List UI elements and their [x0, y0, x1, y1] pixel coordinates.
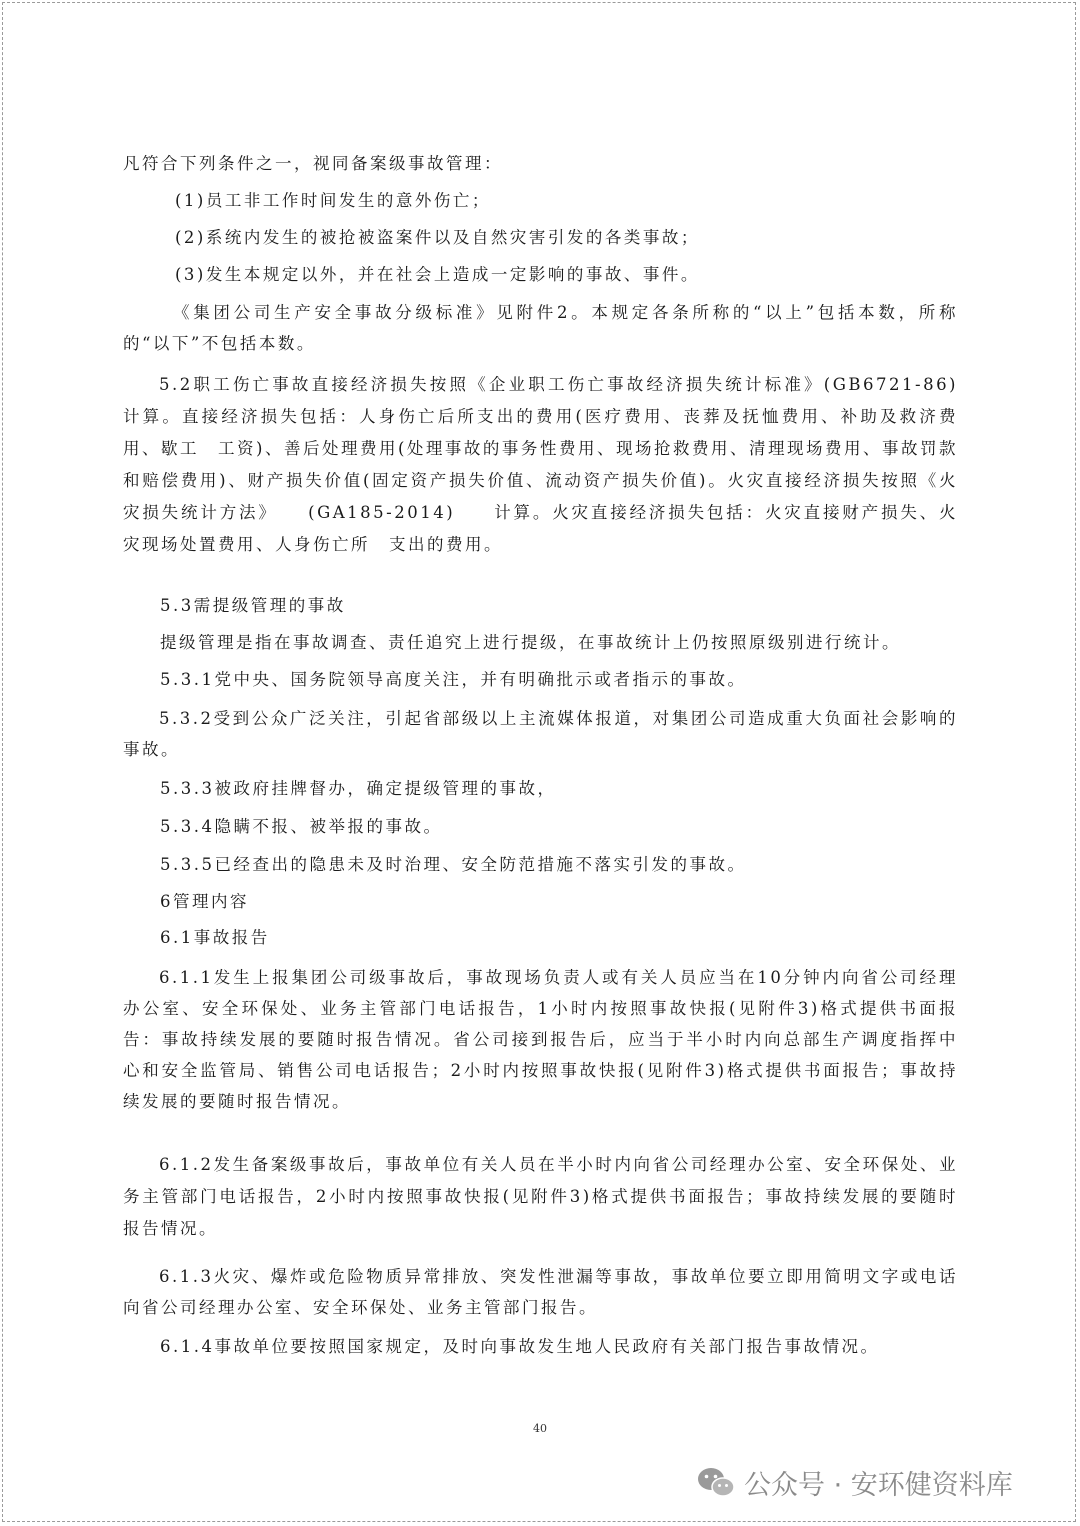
paragraph-5-3-5: 5.3.5已经查出的隐患未及时治理、安全防范措施不落实引发的事故。 [160, 855, 747, 874]
paragraph-5-2: 5.2职工伤亡事故直接经济损失按照《企业职工伤亡事故经济损失统计标准》(GB6721-86) 计算。直接经济损失包括：人身伤亡后所支出的费用(医疗费用、丧葬及抚恤费用、补助及救济费用、歇工 工资)、善后处理费用(处理事故的事务性费用、现场抢救费用、清理现场费用、事故罚款和赔偿费用)、财产损失价值(固定资产损失价值、流动资产损失价值)。火灾直接经济损失按照《火灾损失统计方法》 (GA185-2014) 计算。火灾直接经济损失包括：火灾直接财产损失、火灾现场处置费用、人身伤亡所 支出的费用。 [123, 375, 996, 554]
section-heading-6: 6管理内容 [160, 892, 249, 911]
paragraph-5-3-3: 5.3.3被政府挂牌督办，确定提级管理的事故， [160, 779, 557, 798]
paragraph-5-3-desc: 提级管理是指在事故调查、责任追究上进行提级，在事故统计上仍按照原级别进行统计。 [160, 633, 901, 652]
wechat-icon [696, 1465, 736, 1499]
paragraph-condition-intro: 凡符合下列条件之一，视同备案级事故管理： [123, 154, 503, 173]
list-item: (3)发生本规定以外，并在社会上造成一定影响的事故、事件。 [175, 265, 700, 284]
watermark [696, 1462, 1013, 1502]
section-heading-5-3: 5.3需提级管理的事故 [160, 596, 346, 615]
paragraph-5-3-4: 5.3.4隐瞒不报、被举报的事故。 [160, 817, 443, 836]
paragraph-6-1-3: 6.1.3火灾、爆炸或危险物质异常排放、突发性泄漏等事故，事故单位要立即用简明文字或电话向省公司经理办公室、安全环保处、业务主管部门报告。 [123, 1267, 958, 1317]
paragraph-grading-standard: 《集团公司生产安全事故分级标准》见附件2。本规定各条所称的“以上”包括本数，所称的“以下”不包括本数。 [123, 303, 958, 353]
page-number: 40 [533, 1422, 547, 1435]
list-item: (2)系统内发生的被抢被盗案件以及自然灾害引发的各类事故； [175, 228, 700, 247]
paragraph-5-3-1: 5.3.1党中央、国务院领导高度关注，并有明确批示或者指示的事故。 [160, 670, 747, 689]
section-heading-6-1: 6.1事故报告 [160, 928, 270, 947]
list-item: (1)员工非工作时间发生的意外伤亡； [175, 191, 491, 210]
paragraph-5-3-2: 5.3.2受到公众广泛关注，引起省部级以上主流媒体报道，对集团公司造成重大负面社会影响的事故。 [123, 709, 958, 759]
paragraph-6-1-4: 6.1.4事故单位要按照国家规定，及时向事故发生地人民政府有关部门报告事故情况。 [160, 1337, 880, 1356]
paragraph-6-1-2: 6.1.2发生备案级事故后，事故单位有关人员在半小时内向省公司经理办公室、安全环保处、业务主管部门电话报告，2小时内按照事故快报(见附件3)格式提供书面报告；事故持续发展的要随时报告情况。 [123, 1155, 958, 1238]
paragraph-6-1-1: 6.1.1发生上报集团公司级事故后，事故现场负责人或有关人员应当在10分钟内向省公司经理办公室、安全环保处、业务主管部门电话报告，1小时内按照事故快报(见附件3)格式提供书面报告：事故持续发展的要随时报告情况。省公司接到报告后，应当于半小时内向总部生产调度指挥中心和安全监管局、销售公司电话报告；2小时内按照事故快报(见附件3)格式提供书面报告；事故持续发展的要随时报告情况。 [123, 968, 958, 1111]
watermark-text: 公众号 · 安环健资料库 [744, 1469, 1013, 1501]
